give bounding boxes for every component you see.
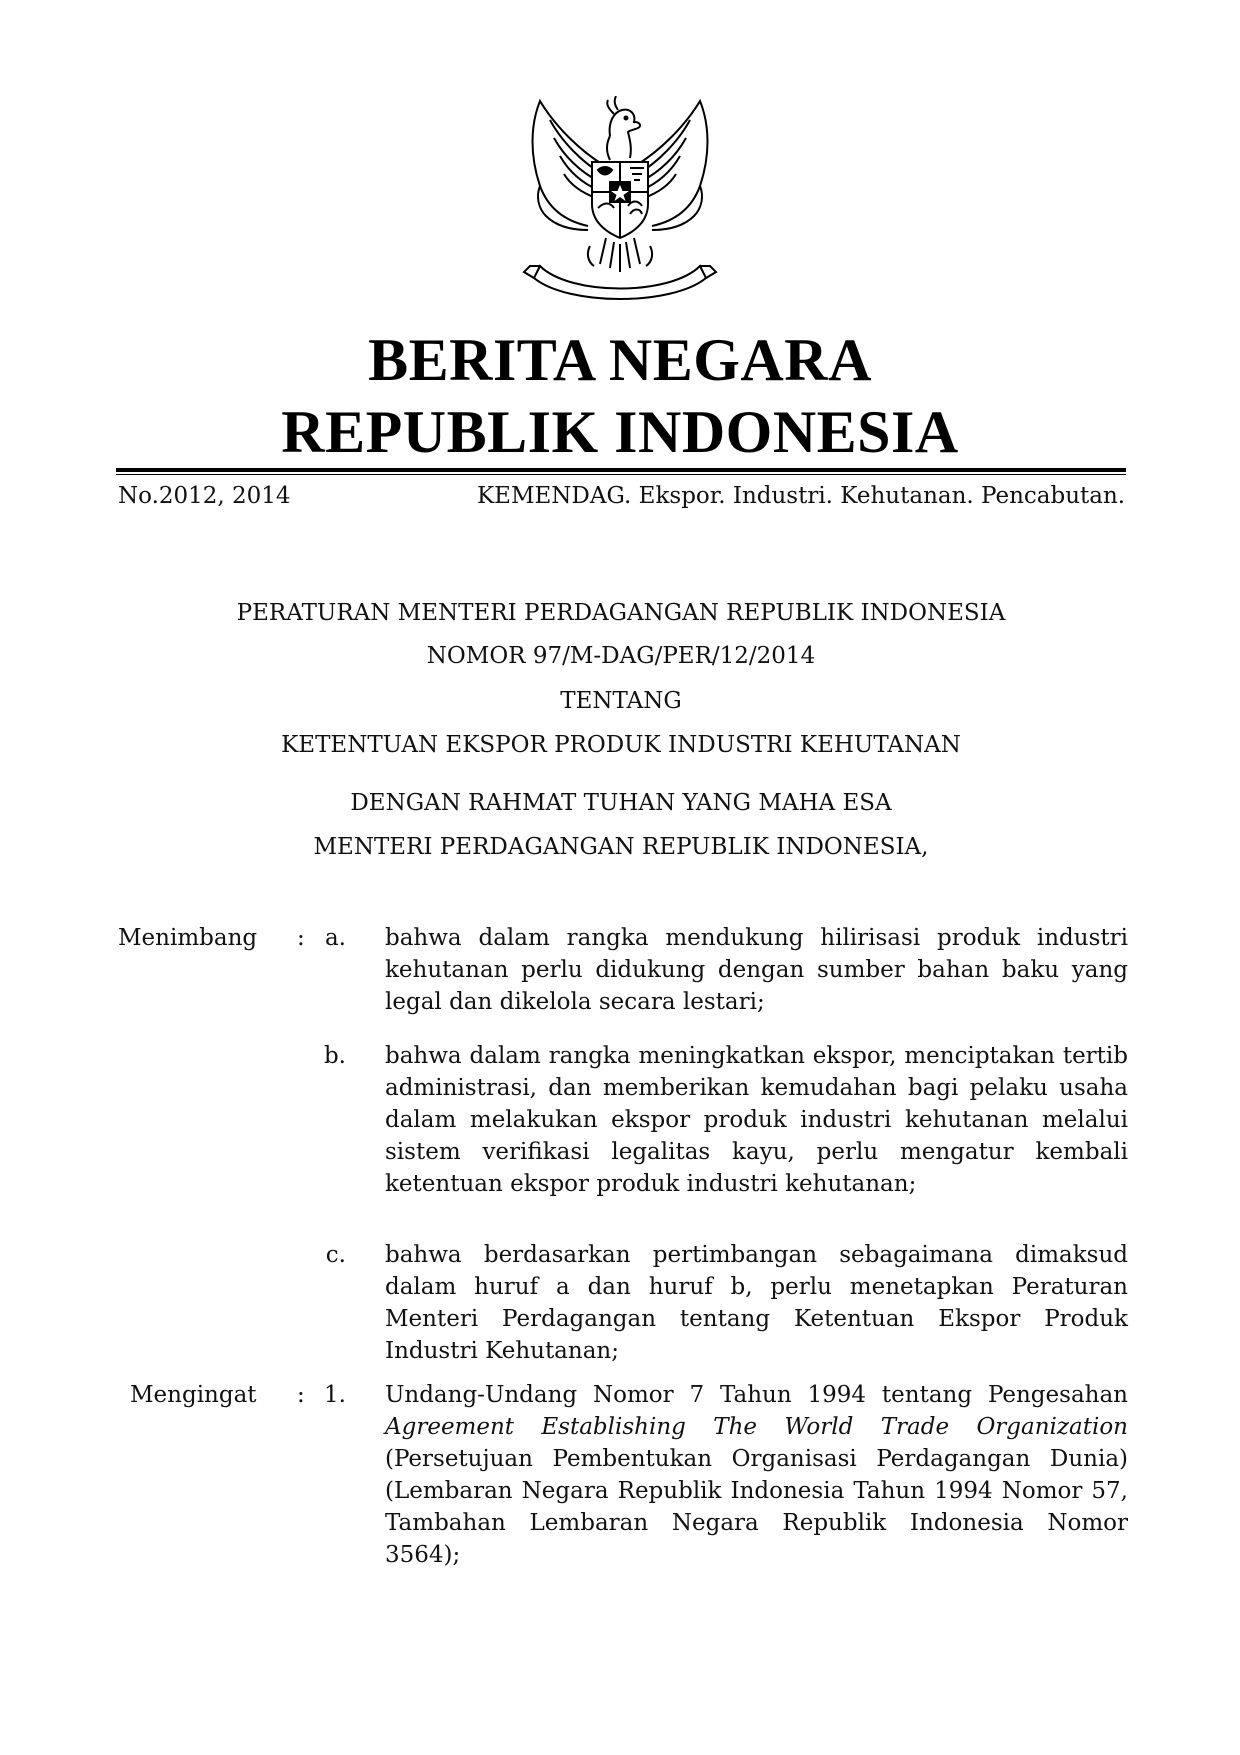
menimbang-label: Menimbang [118, 925, 258, 951]
minister-heading: MENTERI PERDAGANGAN REPUBLIK INDONESIA, [313, 834, 929, 860]
issue-number: No.2012, 2014 [118, 483, 291, 509]
regulation-about: TENTANG [560, 688, 682, 714]
mengingat-colon: : [297, 1382, 305, 1408]
garuda-emblem-icon [510, 96, 730, 306]
mengingat-item-1-text-italic: Agreement Establishing The World Trade Organization [385, 1414, 1128, 1440]
menimbang-item-a: bahwa dalam rangka mendukung hilirisasi produk industri kehutanan perlu didukung dengan sumber bahan baku yang legal dan dikelola secara lestari; [385, 925, 1128, 1015]
invocation: DENGAN RAHMAT TUHAN YANG MAHA ESA [350, 790, 892, 816]
masthead-line-1: BERITA NEGARA [368, 327, 872, 393]
regulation-title: PERATURAN MENTERI PERDAGANGAN REPUBLIK INDONESIA [236, 600, 1006, 626]
menimbang-item-c: bahwa berdasarkan pertimbangan sebagaimana dimaksud dalam huruf a dan huruf b, perlu menetapkan Peraturan Menteri Perdagangan tentang Ketentuan Ekspor Produk Industri Kehutanan; [385, 1242, 1128, 1364]
mengingat-item-1-text-after: (Persetujuan Pembentukan Organisasi Perdagangan Dunia) (Lembaran Negara Republik Indonesia Tahun 1994 Nomor 57, Tambahan Lembaran Negara Republik Indonesia Nomor 3564); [385, 1446, 1128, 1568]
mengingat-marker-1: 1. [324, 1382, 346, 1408]
regulation-number: NOMOR 97/M-DAG/PER/12/2014 [426, 643, 816, 669]
regulation-subject: KETENTUAN EKSPOR PRODUK INDUSTRI KEHUTANAN [281, 732, 961, 758]
mengingat-item-1 [385, 1379, 1128, 1571]
menimbang-item-b: bahwa dalam rangka meningkatkan ekspor, menciptakan tertib administrasi, dan memberikan kemudahan bagi pelaku usaha dalam melakukan ekspor produk industri kehutanan melalui sistem verifikasi legalitas kayu, perlu mengatur kembali ketentuan ekspor produk industri kehutanan; [385, 1043, 1128, 1197]
masthead-line-2: REPUBLIK INDONESIA [281, 399, 959, 465]
masthead-rule [116, 468, 1126, 472]
menimbang-marker-c: c. [325, 1242, 346, 1268]
menimbang-marker-b: b. [323, 1043, 346, 1069]
mengingat-item-1-text-before: Undang-Undang Nomor 7 Tahun 1994 tentang Pengesahan [385, 1382, 1128, 1408]
mengingat-label: Mengingat [130, 1382, 257, 1408]
menimbang-colon: : [297, 925, 305, 951]
issue-subject: KEMENDAG. Ekspor. Industri. Kehutanan. Pencabutan. [477, 483, 1126, 509]
masthead-rule-thin [116, 474, 1126, 475]
menimbang-marker-a: a. [324, 925, 346, 951]
